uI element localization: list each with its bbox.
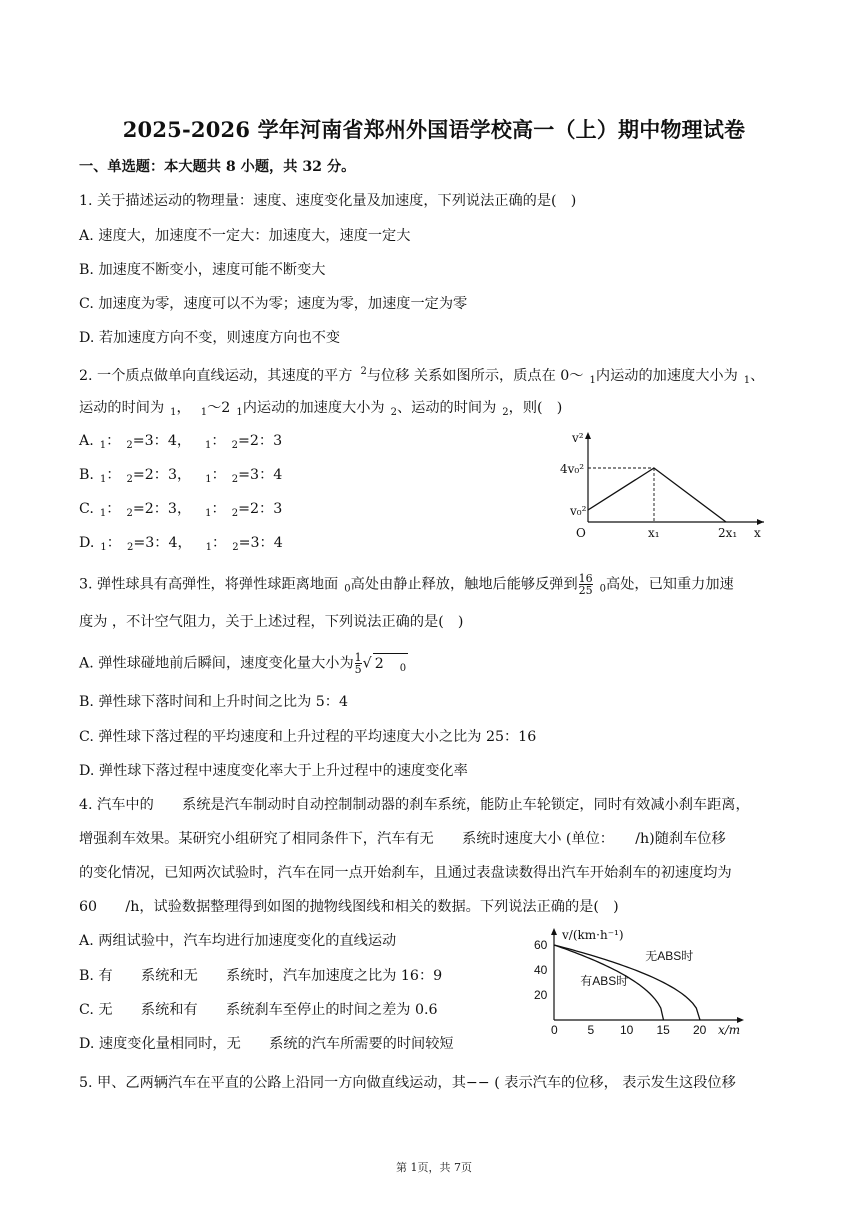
q2-subscript: 2	[231, 440, 238, 451]
q2-subscript: 1	[589, 375, 596, 386]
q3-stem-line1	[79, 573, 734, 600]
q2-stem-part: 2. 一个质点做单向直线运动，其速度的平方	[79, 368, 353, 384]
q2-stem-part: 、	[750, 368, 765, 384]
ratio-colon: ：	[106, 501, 121, 517]
q4-option-b: B. 有 系统和无 系统时，汽车加速度之比为 16：9	[79, 968, 443, 984]
q2-subscript: 1	[205, 542, 213, 553]
q2-option-c	[79, 499, 282, 524]
q4-stem-line3: 的变化情况，已知两次试验时，汽车在同一点开始刹车，且通过表盘读数得出汽车开始刹车的初速度均为	[79, 865, 732, 881]
q1-option-a: A. 速度大，加速度不一定大：加速度大，速度一定大	[79, 228, 411, 244]
fraction-1-5	[355, 652, 362, 675]
y-axis-label: v²	[572, 431, 584, 445]
x-tick-x1: x₁	[648, 526, 660, 540]
option-letter: C.	[79, 501, 94, 517]
q2-option-b	[79, 465, 282, 490]
x-tick-label: 10	[620, 1023, 634, 1037]
x-axis-arrow	[757, 519, 764, 525]
fraction-numerator: 16	[578, 572, 593, 585]
fraction-denominator: 25	[578, 584, 593, 597]
q2-subscript: 1	[205, 508, 212, 519]
q3-option-b: B. 弹性球下落时间和上升时间之比为 5：4	[79, 694, 349, 710]
q3-option-d: D. 弹性球下落过程中速度变化率大于上升过程中的速度变化率	[79, 763, 468, 779]
q2-subscript: 1	[99, 474, 107, 485]
page-footer: 第 1页，共 7页	[396, 1161, 472, 1174]
q2-subscript: 1	[170, 407, 177, 418]
q5-stem-line1: 5. 甲、乙两辆汽车在平直的公路上沿同一方向做直线运动，其−− ( 表示汽车的位移， 表示发生这段位移	[79, 1075, 736, 1091]
ratio-colon: ：	[106, 535, 121, 551]
ratio-colon: ：	[211, 467, 226, 483]
q2-subscript: 1	[743, 375, 751, 386]
x-tick-2x1: 2x₁	[718, 526, 738, 540]
x-axis-label: x/m	[718, 1023, 741, 1037]
q2-subscript: 1	[205, 440, 212, 451]
q2-subscript: 1	[99, 440, 107, 451]
q3-subscript: 0	[399, 662, 407, 674]
q2-subscript: 2	[126, 474, 133, 485]
q3-option-a	[79, 652, 408, 679]
page-title: 2025-2026 学年河南省郑州外国语学校高一（上）期中物理试卷	[122, 117, 746, 142]
fraction-16-25	[579, 573, 593, 596]
ratio-value: =2：3，	[132, 467, 192, 483]
q2-subscript: 1	[236, 407, 243, 418]
sqrt-value: 2	[374, 655, 384, 672]
q2-stem-line2	[79, 398, 562, 423]
q2-option-d	[79, 533, 283, 558]
q4-stem-line1: 4. 汽车中的 系统是汽车制动时自动控制制动器的刹车系统，能防止车轮锁定，同时有效减小刹车距离，	[79, 797, 750, 813]
ratio-colon: ：	[106, 467, 121, 483]
option-letter: B.	[79, 467, 94, 483]
q4-option-d: D. 速度变化量相同时，无 系统的汽车所需要的时间较短	[79, 1036, 454, 1052]
fraction-denominator: 5	[354, 663, 362, 676]
q3-stem-line2: 度为 ，不计空气阻力，关于上述过程，下列说法正确的是( )	[79, 614, 464, 630]
q2-option-a	[79, 431, 282, 456]
option-letter: D.	[79, 535, 95, 551]
y-tick-low: v₀²	[570, 504, 587, 518]
q2-subscript: 1	[205, 474, 212, 485]
q2-subscript: 2	[231, 474, 239, 485]
q4-option-a: A. 两组试验中，汽车均进行加速度变化的直线运动	[79, 933, 397, 949]
ratio-value: =3：4	[238, 535, 283, 551]
q1-option-c: C. 加速度为零，速度可以不为零；速度为零，加速度一定为零	[79, 296, 468, 312]
q2-stem-part: ～2	[207, 400, 231, 416]
q2-stem-part: 、运动的时间为	[396, 400, 497, 416]
q2-v2-x-graph	[558, 428, 768, 544]
q2-stem-part: ，则( )	[508, 400, 563, 416]
ratio-colon: ：	[106, 433, 121, 449]
q2-stem-line1	[79, 362, 764, 391]
y-axis-label: v/(km·h⁻¹)	[562, 928, 624, 942]
q2-subscript: 2	[126, 542, 134, 553]
q2-stem-part: 内运动的加速度大小为	[595, 368, 738, 384]
q2-subscript: 2	[232, 542, 239, 553]
series-label-abs: 有ABS时	[580, 974, 629, 988]
q4-stem-line2: 增强刹车效果。某研究小组研究了相同条件下，汽车有无 系统时速度大小 (单位： /h)随刹车位移	[79, 831, 726, 847]
x-tick-label: 5	[587, 1023, 595, 1037]
q2-subscript: 2	[126, 440, 133, 451]
q3-subscript: 0	[599, 583, 607, 595]
y-tick-high: 4v₀²	[560, 462, 585, 476]
q4-speed-displacement-graph	[528, 924, 750, 1040]
origin-label: O	[576, 526, 586, 540]
ratio-value: =2：3	[238, 501, 283, 517]
series-label-no-abs: 无ABS时	[645, 949, 694, 963]
q2-subscript: 2	[390, 407, 397, 418]
ratio-value: =3：4，	[133, 535, 192, 551]
ratio-colon: ：	[212, 535, 227, 551]
v2-series-line	[588, 468, 726, 522]
sqrt-radicand	[373, 653, 408, 679]
q1-option-b: B. 加速度不断变小，速度可能不断变大	[79, 262, 326, 278]
y-tick-label: 20	[534, 988, 548, 1002]
q1-stem: 1. 关于描述运动的物理量：速度、速度变化量及加速度，下列说法正确的是( )	[79, 193, 577, 209]
x-tick-label: 20	[693, 1023, 707, 1037]
q3-option-c: C. 弹性球下落过程的平均速度和上升过程的平均速度大小之比为 25：16	[79, 729, 537, 745]
q2-superscript: 2	[360, 366, 367, 377]
q1-option-d: D. 若加速度方向不变，则速度方向也不变	[79, 330, 341, 346]
q2-stem-part: ，	[176, 400, 191, 416]
ratio-colon: ：	[211, 433, 226, 449]
q2-subscript: 1	[200, 407, 208, 418]
q2-stem-part: 与位移 关系如图所示，质点在 0～	[366, 368, 584, 384]
q3-option-a-text: A. 弹性球碰地前后瞬间，速度变化量大小为	[79, 655, 354, 672]
x-axis-label: x	[754, 526, 761, 540]
x-tick-label: 0	[551, 1023, 558, 1037]
y-axis-arrow	[585, 432, 591, 439]
q3-subscript: 0	[344, 583, 351, 595]
q4-stem-line4: 60 /h，试验数据整理得到如图的抛物线图线和相关的数据。下列说法正确的是( )	[79, 899, 619, 915]
y-tick-label: 60	[534, 938, 548, 952]
q2-stem-part: 运动的时间为	[79, 400, 165, 416]
q2-subscript: 1	[99, 508, 107, 519]
fraction-numerator: 1	[354, 651, 362, 664]
q2-subscript: 1	[100, 542, 107, 553]
q2-stem-part: 内运动的加速度大小为	[242, 400, 385, 416]
q3-stem-part: 高处由静止释放，触地后能够反弹到	[350, 576, 578, 593]
section-heading: 一、单选题：本大题共 8 小题，共 32 分。	[79, 159, 356, 175]
ratio-value: =2：3，	[132, 501, 192, 517]
ratio-value: =3：4	[238, 467, 283, 483]
ratio-value: =3：4，	[132, 433, 192, 449]
ratio-value: =2：3	[238, 433, 283, 449]
q3-stem-part: 高处，已知重力加速	[606, 576, 734, 593]
ratio-colon: ：	[211, 501, 226, 517]
q2-subscript: 2	[502, 407, 509, 418]
y-tick-label: 40	[534, 963, 548, 977]
option-letter: A.	[79, 433, 94, 449]
x-tick-label: 15	[656, 1023, 670, 1037]
q2-subscript: 2	[231, 508, 239, 519]
q4-option-c: C. 无 系统和有 系统刹车至停止的时间之差为 0.6	[79, 1002, 438, 1018]
y-axis-arrow	[551, 928, 557, 935]
q2-subscript: 2	[126, 508, 133, 519]
sqrt-symbol: √	[362, 655, 372, 672]
q3-stem-part: 3. 弹性球具有高弹性，将弹性球距离地面	[79, 576, 339, 593]
